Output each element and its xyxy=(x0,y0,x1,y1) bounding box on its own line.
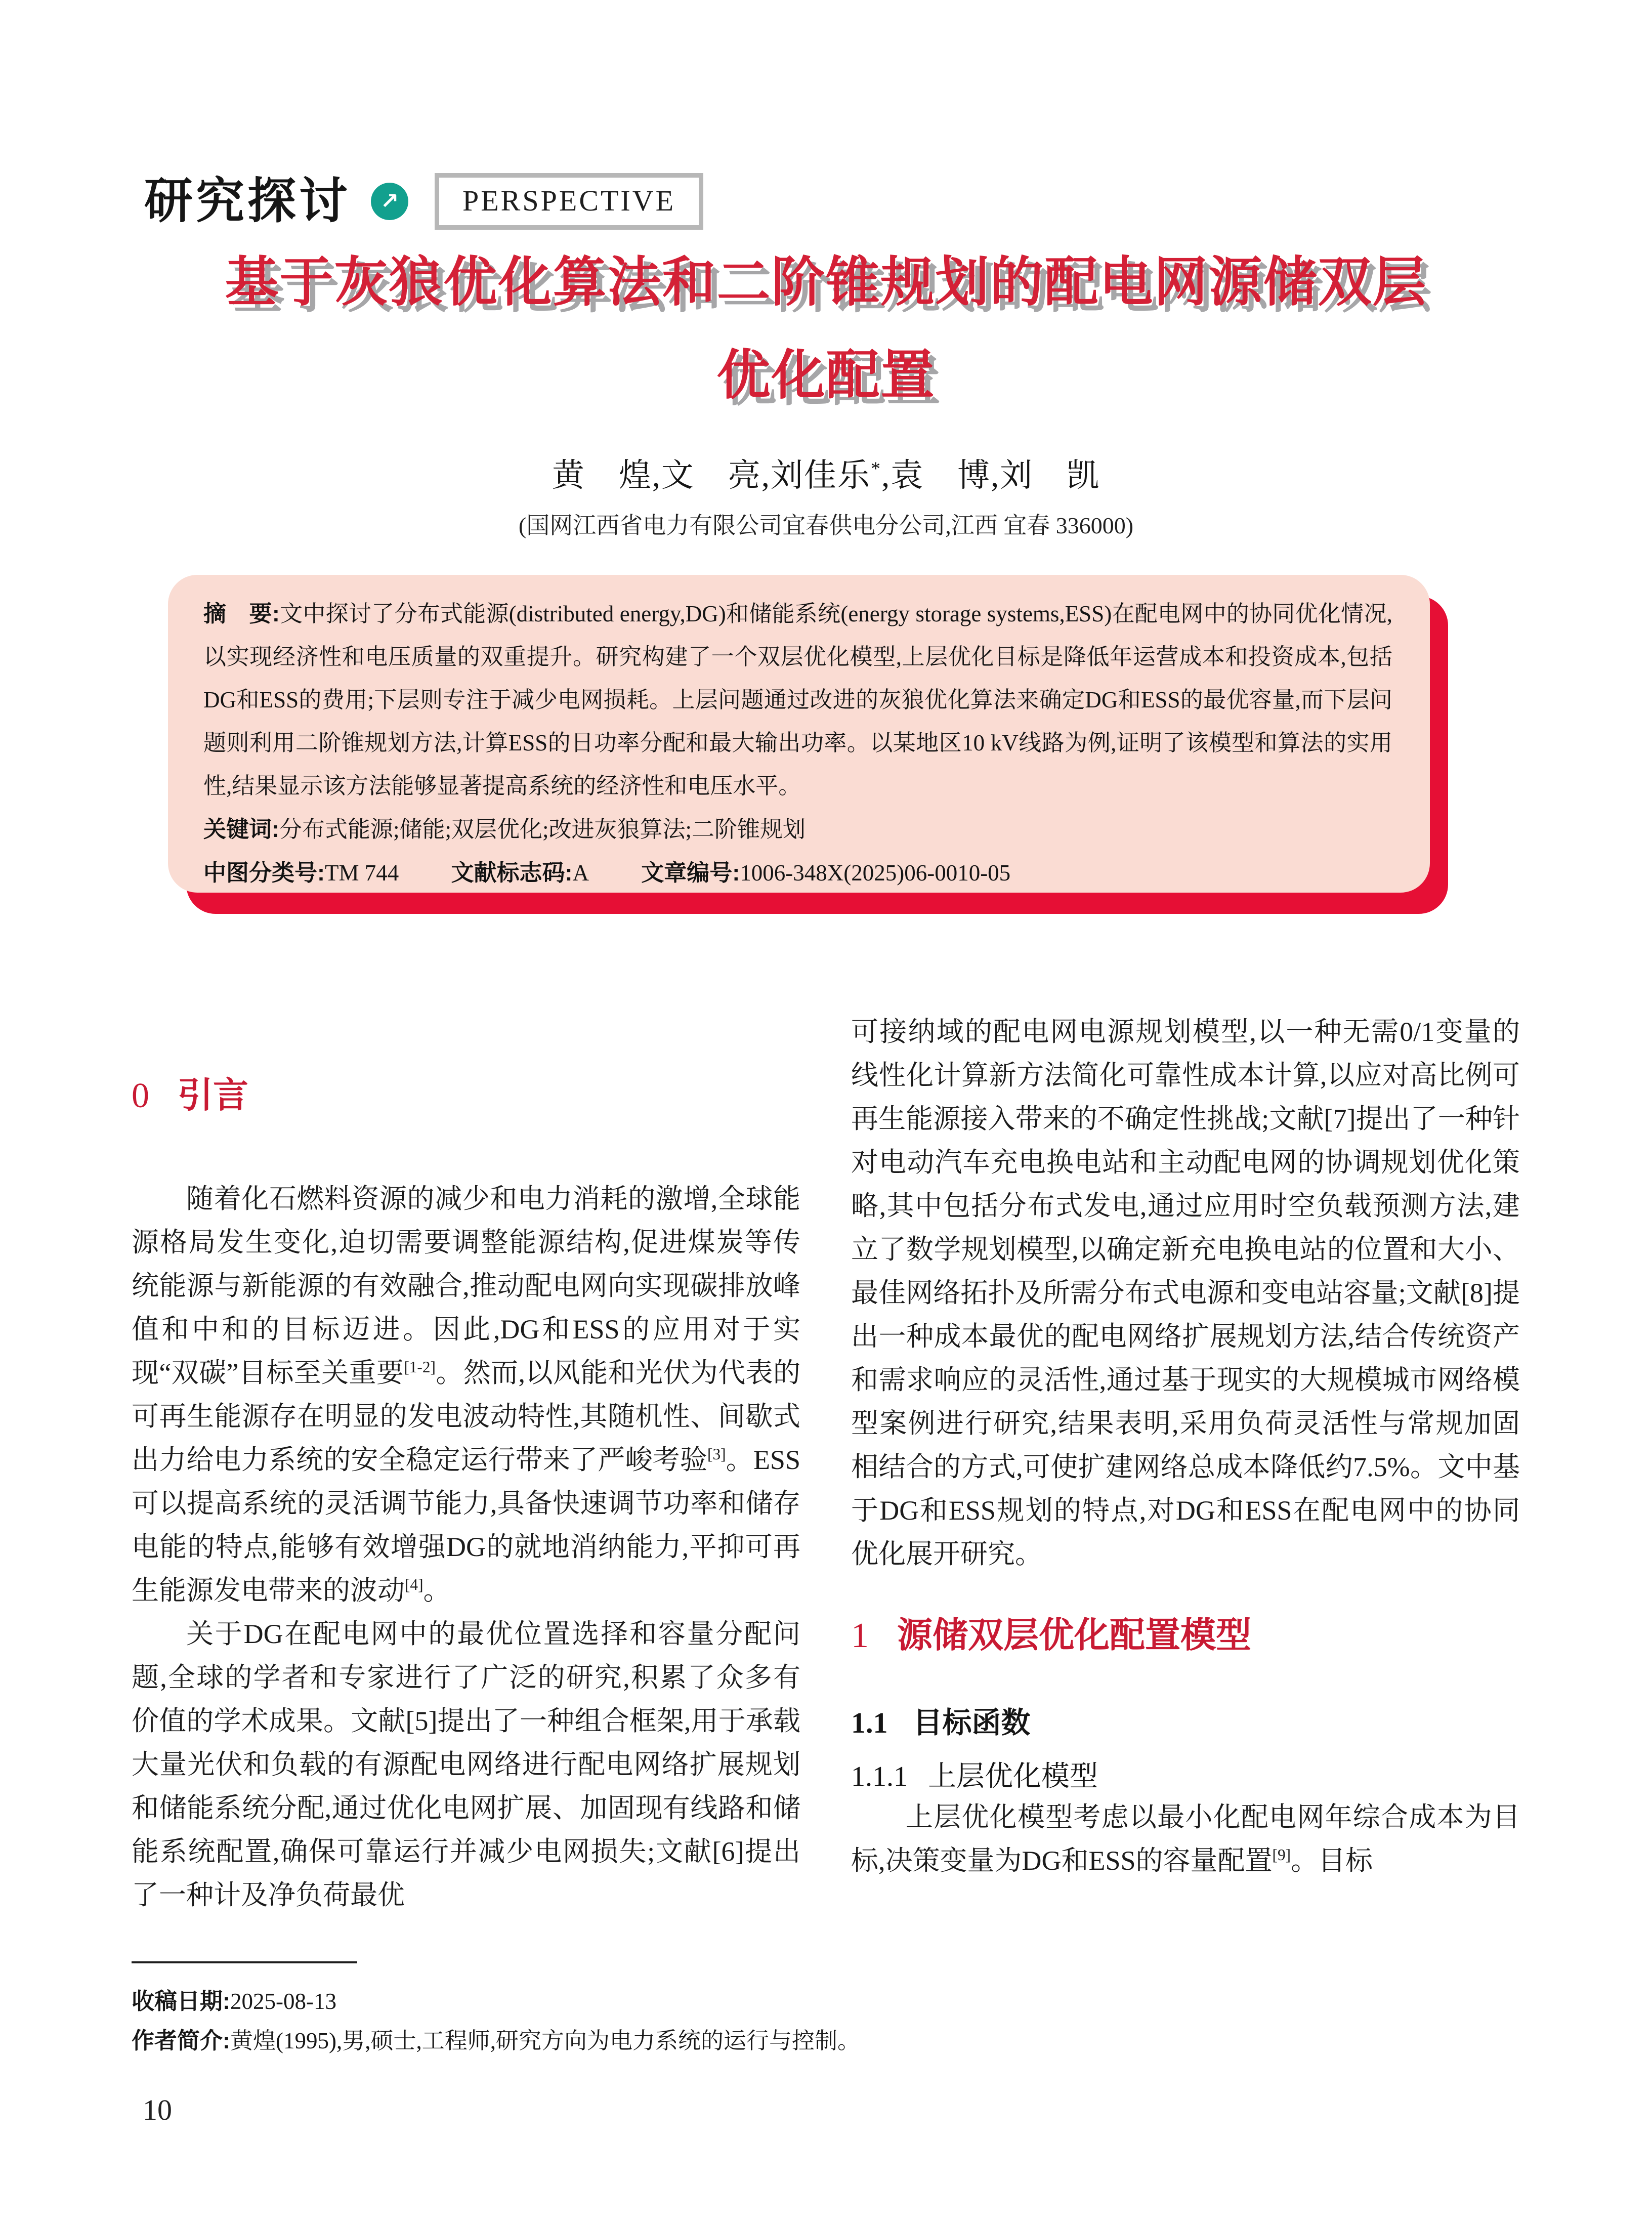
abstract-card xyxy=(168,575,1430,893)
reference-superscript: [3] xyxy=(707,1445,726,1463)
section-0-title: 引言 xyxy=(178,1075,248,1115)
doc-code-label: 文献标志码: xyxy=(451,860,573,886)
arrow-glyph: ↗ xyxy=(380,189,399,214)
abstract-paragraph xyxy=(203,592,1392,808)
doc-code-group xyxy=(451,860,589,886)
left-column xyxy=(132,1075,800,1917)
clc-label: 中图分类号: xyxy=(203,860,325,886)
body-paragraph-intro-2: 关于DG在配电网中的最优位置选择和容量分配问题,全球的学者和专家进行了广泛的研究,积累了众多有价值的学术成果。文献[5]提出了一种组合框架,用于承载大量光伏和负载的有源配电网络进行配电网络扩展规划和储能系统分配,通过优化电网扩展、加固现有线路和储能系统配置,确保可靠运行并减少电网损失;文献[6]提出了一种计及净负荷最优 xyxy=(132,1619,800,1910)
reference-superscript: [9] xyxy=(1272,1846,1291,1864)
doc-code-value: A xyxy=(572,860,589,886)
article-title xyxy=(0,252,1652,407)
received-date-label: 收稿日期: xyxy=(132,1988,230,2014)
section-1-heading xyxy=(851,1612,1520,1659)
reference-superscript: * xyxy=(870,458,882,480)
author-bio-line xyxy=(132,2021,1396,2061)
reference-superscript: [4] xyxy=(405,1576,423,1593)
section-0-heading xyxy=(132,1075,800,1116)
section-1-number: 1 xyxy=(851,1616,869,1655)
abstract-box xyxy=(168,575,1430,893)
article-id-label: 文章编号: xyxy=(641,860,740,886)
reference-superscript: [1-2] xyxy=(404,1358,436,1376)
section-1-1-1-number: 1.1.1 xyxy=(851,1761,908,1792)
section-1-1-number: 1.1 xyxy=(851,1706,888,1739)
footnote-divider xyxy=(132,1961,357,1963)
body-paragraph-upper-model: 上层优化模型考虑以最小化配电网年综合成本为目标,决策变量为DG和ESS的容量配置[9]。目标 xyxy=(851,1802,1520,1876)
affiliation-line: (国网江西省电力有限公司宜春供电分公司,江西 宜春 336000) xyxy=(518,513,1134,538)
keywords-text: 分布式能源;储能;双层优化;改进灰狼算法;二阶锥规划 xyxy=(279,817,806,842)
body-paragraph-intro-2-continued: 可接纳域的配电网电源规划模型,以一种无需0/1变量的线性化计算新方法简化可靠性成本计算,以应对高比例可再生能源接入带来的不确定性挑战;文献[7]提出了一种针对电动汽车充电换电站和主动配电网的协调规划优化策略,其中包括分布式发电,通过应用时空负载预测方法,建立了数学规划模型,以确定新充电换电站的位置和大小、最佳网络拓扑及所需分布式电源和变电站容量;文献[8]提出一种成本最优的配电网络扩展规划方法,结合传统资产和需求响应的灵活性,通过基于现实的大规模城市网络模型案例进行研究,结果表明,采用负荷灵活性与常规加固相结合的方式,可使扩建网络总成本降低约7.5%。文中基于DG和ESS规划的特点,对DG和ESS在配电网中的协同优化展开研究。 xyxy=(851,1017,1520,1569)
page-number: 10 xyxy=(143,2093,172,2126)
received-date-value: 2025-08-13 xyxy=(230,1989,336,2014)
abstract-label: 摘 要: xyxy=(203,601,280,626)
article-id-group xyxy=(641,860,1010,886)
body-paragraph-intro-1: 随着化石燃料资源的减少和电力消耗的激增,全球能源格局发生变化,迫切需要调整能源结构,促进煤炭等传统能源与新能源的有效融合,推动配电网向实现碳排放峰值和中和的目标迈进。因此,DG和ESS的应用对于实现“双碳”目标至关重要[1-2]。然而,以风能和光伏为代表的可再生能源存在明显的发电波动特性,其随机性、间歇式出力给电力系统的安全稳定运行带来了严峻考验[3]。ESS可以提高系统的灵活调节能力,具备快速调节功率和储存电能的特点,能够有效增强DG的就地消纳能力,平抑可再生能源发电带来的波动[4]。 xyxy=(132,1184,801,1606)
article-id-value: 1006-348X(2025)06-0010-05 xyxy=(740,860,1011,886)
classification-line xyxy=(203,851,1392,895)
arrow-up-right-icon xyxy=(371,183,408,220)
received-date-line xyxy=(132,1982,1396,2021)
category-label: PERSPECTIVE xyxy=(462,184,676,218)
clc-value: TM 744 xyxy=(325,860,399,886)
column-section-label: 研究探讨 xyxy=(144,174,351,228)
category-label-box xyxy=(435,173,703,230)
section-1-1-title: 目标函数 xyxy=(913,1706,1031,1739)
right-column xyxy=(851,1010,1520,1882)
masthead xyxy=(144,171,703,232)
section-1-1-1-title: 上层优化模型 xyxy=(928,1761,1098,1792)
authors-line: 黄 煌,文 亮,刘佳乐*,袁 博,刘 凯 xyxy=(552,457,1100,493)
clc-group xyxy=(203,860,399,886)
section-1-1-1-heading xyxy=(851,1759,1520,1794)
keywords-label: 关键词: xyxy=(203,816,279,842)
abstract-text: 文中探讨了分布式能源(distributed energy,DG)和储能系统(energy storage systems,ESS)在配电网中的协同优化情况,以实现经济性和电压质量的双重提升。研究构建了一个双层优化模型,上层优化目标是降低年运营成本和投资成本,包括DG和ESS的费用;下层则专注于减少电网损耗。上层问题通过改进的灰狼优化算法来确定DG和ESS的最优容量,而下层问题则利用二阶锥规划方法,计算ESS的日功率分配和最大输出功率。以某地区10 kV线路为例,证明了该模型和算法的实用性,结果显示该方法能够显著提高系统的经济性和电压水平。 xyxy=(203,601,1392,799)
section-1-1-heading xyxy=(851,1705,1520,1741)
footnote-block xyxy=(132,1982,1396,2061)
keywords-line xyxy=(203,808,1392,851)
section-0-number: 0 xyxy=(132,1076,149,1115)
article-title-line-2: 优化配置 xyxy=(716,345,936,405)
section-1-title: 源储双层优化配置模型 xyxy=(897,1615,1251,1655)
author-bio-value: 黄煌(1995),男,硕士,工程师,研究方向为电力系统的运行与控制。 xyxy=(230,2028,860,2053)
author-bio-label: 作者简介: xyxy=(132,2028,230,2053)
article-title-line-1: 基于灰狼优化算法和二阶锥规划的配电网源储双层 xyxy=(225,253,1427,312)
